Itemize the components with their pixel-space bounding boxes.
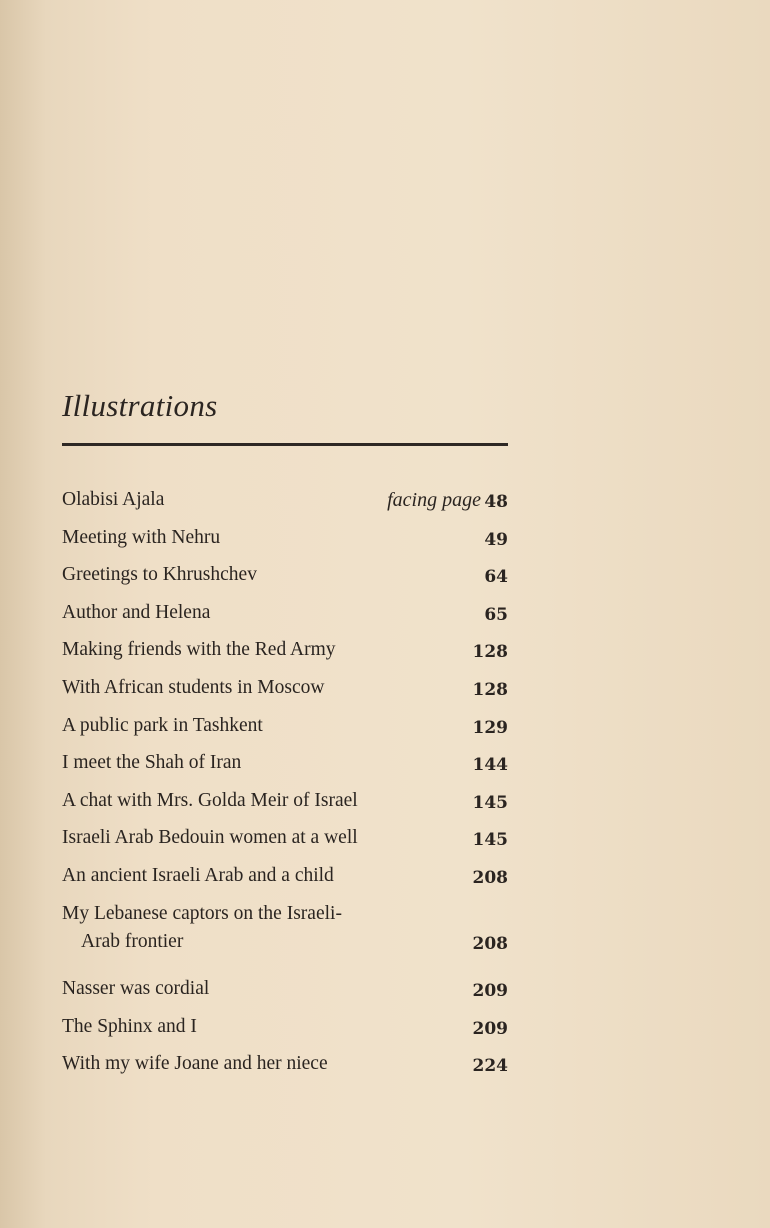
entry-page: 208 <box>472 867 508 888</box>
entry-page: 64 <box>484 567 508 588</box>
entry-title: Author and Helena <box>62 601 211 623</box>
entry-title: With African students in Moscow <box>62 676 325 698</box>
list-item <box>62 788 508 826</box>
list-item <box>62 1051 508 1089</box>
list-item <box>62 976 508 1014</box>
list-item <box>62 713 508 751</box>
list-item <box>62 750 508 788</box>
list-item <box>62 600 508 638</box>
entry-title: An ancient Israeli Arab and a child <box>62 864 334 886</box>
entry-title: Meeting with Nehru <box>62 526 221 548</box>
facing-page-label: facing page <box>387 489 481 511</box>
entry-title-line-2: Arab frontier <box>81 930 184 952</box>
entry-page: 144 <box>472 755 508 776</box>
list-item <box>62 1014 508 1052</box>
entry-title: Making friends with the Red Army <box>62 639 336 661</box>
heading-rule <box>62 443 508 446</box>
entry-title: A chat with Mrs. Golda Meir of Israel <box>62 789 358 811</box>
entry-page: 48 <box>484 492 508 512</box>
bleed-through-shadow <box>200 60 660 350</box>
entry-page: 224 <box>472 1056 508 1077</box>
entry-title: I meet the Shah of Iran <box>62 752 242 774</box>
entry-title: The Sphinx and I <box>62 1015 197 1037</box>
illustrations-list <box>62 487 508 1089</box>
list-item <box>62 675 508 713</box>
entry-title-line-1: My Lebanese captors on the Israeli- <box>62 902 342 924</box>
list-item <box>62 901 508 976</box>
entry-page: 49 <box>484 529 508 550</box>
entry-title: Olabisi Ajala <box>62 489 165 510</box>
entry-page: 145 <box>472 830 508 851</box>
entry-page: 209 <box>472 980 508 1001</box>
list-item <box>62 525 508 563</box>
entry-title <box>62 901 452 955</box>
list-item <box>62 825 508 863</box>
entry-title: Nasser was cordial <box>62 977 210 999</box>
list-item <box>62 487 508 525</box>
entry-page: 129 <box>472 717 508 738</box>
entry-page: 128 <box>472 642 508 663</box>
entry-title: With my wife Joane and her niece <box>62 1053 328 1075</box>
list-item <box>62 863 508 901</box>
entry-page: 209 <box>472 1018 508 1039</box>
entry-title: A public park in Tashkent <box>62 714 263 736</box>
list-item <box>62 562 508 600</box>
entry-title: Greetings to Khrushchev <box>62 564 257 586</box>
entry-page: 208 <box>472 933 508 954</box>
entry-page: 128 <box>472 679 508 700</box>
list-item <box>62 637 508 675</box>
page-heading: Illustrations <box>62 388 218 423</box>
entry-page: 145 <box>472 792 508 813</box>
entry-title: Israeli Arab Bedouin women at a well <box>62 827 358 849</box>
entry-page: 65 <box>484 604 508 625</box>
